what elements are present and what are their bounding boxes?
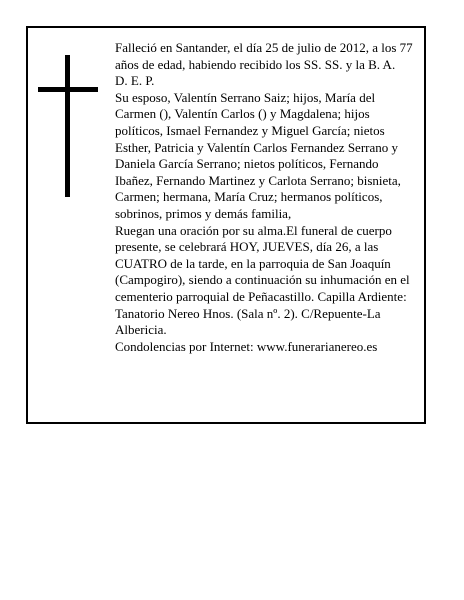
obituary-notice: [26, 26, 426, 424]
rip-abbreviation: D. E. P.: [115, 73, 155, 89]
latin-cross-icon: [38, 55, 98, 197]
funeral-details: Ruegan una oración por su alma.El funeral de cuerpo presente, se celebrará HOY, JUEVES, día 26, a las CUATRO de la tarde, en la parroquia de San Joaquín (Campogiro), siendo a continuación su inhumación en el cementerio parroquial de Peñacastillo. Capilla Ardiente: Tanatorio Nereo Hnos. (Sala nº. 2). C/Repuente-La Albericia.: [115, 222, 410, 338]
cross-horizontal-bar: [38, 87, 98, 92]
notice-body: [115, 40, 417, 355]
cross-vertical-bar: [65, 55, 70, 197]
family-list: Su esposo, Valentín Serrano Saiz; hijos, María del Carmen (), Valentín Carlos () y Magdalena; hijos políticos, Ismael Fernandez y Miguel García; nietos Esther, Patricia y Valentín Carlos Fernandez Serrano y Daniela García Serrano; nietos políticos, Fernando Ibañez, Fernando Martinez y Carlota Serrano; bisnieta, Carmen; hermana, María Cruz; hermanos políticos, sobrinos, primos y demás familia,: [115, 89, 401, 221]
condolences-link-text: Condolencias por Internet: www.funerarianereo.es: [115, 338, 378, 354]
death-announcement: Falleció en Santander, el día 25 de julio de 2012, a los 77 años de edad, habiendo recibido los SS. SS. y la B. A.: [115, 40, 413, 72]
